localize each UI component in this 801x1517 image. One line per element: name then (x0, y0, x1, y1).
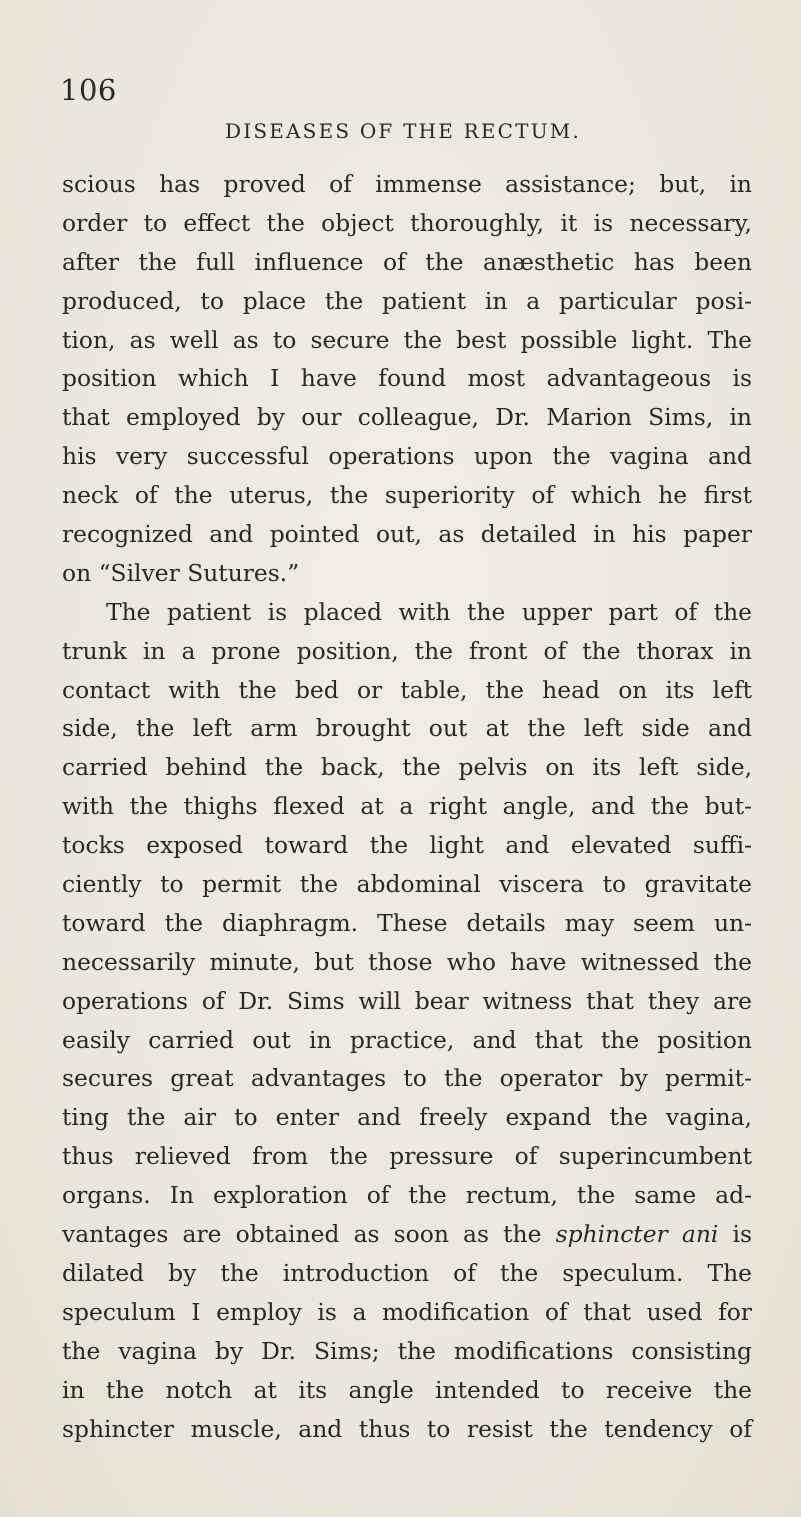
text-line: operations of Dr. Sims will bear witness that they are (62, 986, 752, 1015)
text-line-with-italic (62, 1215, 752, 1254)
running-head: DISEASES OF THE RECTUM. (225, 119, 582, 143)
text-line: easily carried out in practice, and that the position (62, 1025, 752, 1054)
text-line: sphincter muscle, and thus to resist the tendency of (62, 1414, 752, 1443)
text-line: on “Silver Sutures.” (62, 558, 300, 587)
text-line: trunk in a prone position, the front of the thorax in (62, 636, 752, 665)
text-line: thus relieved from the pressure of superincumbent (62, 1142, 752, 1171)
paragraph-start-line: The patient is placed with the upper part of the (106, 597, 752, 626)
text-line: in the notch at its angle intended to receive the (62, 1375, 752, 1404)
text-line: ting the air to enter and freely expand the vagina, (62, 1103, 752, 1132)
page-number: 106 (60, 73, 117, 107)
text-line: carried behind the back, the pelvis on its left side, (62, 753, 752, 782)
text-line: ciently to permit the abdominal viscera to gravitate (62, 870, 752, 899)
text-line: that employed by our colleague, Dr. Marion Sims, in (62, 403, 752, 432)
text-line: organs. In exploration of the rectum, the same ad- (62, 1181, 752, 1210)
text-line: the vagina by Dr. Sims; the modifications consisting (62, 1336, 752, 1365)
text-line: necessarily minute, but those who have witnessed the (62, 947, 752, 976)
text-segment: is (718, 1220, 753, 1249)
text-line: speculum I employ is a modification of that used for (62, 1297, 752, 1326)
text-line: contact with the bed or table, the head on its left (62, 675, 752, 704)
text-line: produced, to place the patient in a particular posi- (62, 286, 752, 315)
text-line: recognized and pointed out, as detailed in his paper (62, 520, 752, 549)
text-line: secures great advantages to the operator by permit- (62, 1064, 752, 1093)
text-line: dilated by the introduction of the speculum. The (62, 1258, 752, 1287)
text-line: tion, as well as to secure the best possible light. The (62, 325, 752, 354)
text-line: after the full influence of the anæsthetic has been (62, 247, 752, 276)
text-line: scious has proved of immense assistance; but, in (62, 170, 752, 198)
text-line: neck of the uterus, the superiority of which he first (62, 481, 752, 510)
text-line: toward the diaphragm. These details may seem un- (62, 908, 752, 937)
body-text (62, 165, 752, 1448)
text-line: with the thighs flexed at a right angle, and the but- (62, 792, 752, 821)
text-line: tocks exposed toward the light and elevated suffi- (62, 831, 752, 860)
text-line: side, the left arm brought out at the left side and (62, 714, 752, 743)
italic-term: sphincter ani (555, 1220, 719, 1249)
text-line: position which I have found most advantageous is (62, 364, 752, 393)
text-segment: vantages are obtained as soon as the (62, 1220, 556, 1249)
text-line: his very successful operations upon the vagina and (62, 442, 752, 471)
text-line: order to effect the object thoroughly, it is necessary, (62, 208, 752, 237)
